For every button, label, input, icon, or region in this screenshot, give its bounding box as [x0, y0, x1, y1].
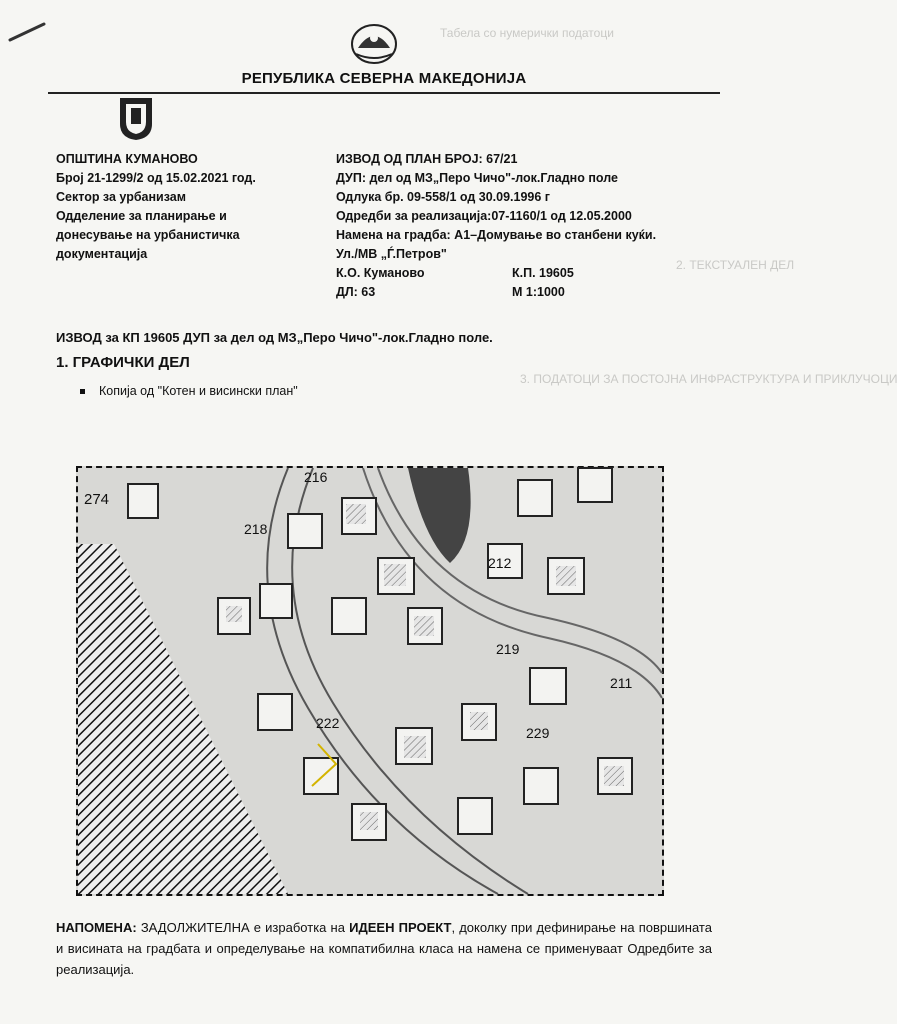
note-text-2: , доколку при дефинирање на површината и висината на градбата и определување на компатибилна класа на намена се применуваат Одредбите за реализација. — [56, 920, 712, 977]
issuer-block — [56, 150, 326, 264]
country-title: РЕПУБЛИКА СЕВЕРНА МАКЕДОНИЈА — [241, 70, 527, 87]
decision-line: Одлука бр. 09-558/1 од 30.09.1996 г — [336, 190, 550, 204]
cadastral-plan-map — [76, 466, 664, 896]
bleed-through-text-1: Табела со нумерички податоци — [440, 26, 614, 40]
ko-kp-line — [336, 264, 716, 283]
department-line-3: документација — [56, 247, 148, 261]
map-label-222: 222 — [316, 715, 340, 731]
department-line-1: Одделение за планирање и — [56, 209, 227, 223]
street-line: Ул./МВ „Ѓ.Петров" — [336, 247, 447, 261]
dl-scale-line — [336, 283, 716, 302]
state-emblem-icon — [348, 18, 400, 66]
plan-map-drawing — [78, 468, 662, 894]
map-label-212: 212 — [488, 555, 512, 571]
map-label-229: 229 — [526, 725, 550, 741]
sector-name: Сектор за урбанизам — [56, 190, 186, 204]
kp-value: К.П. 19605 — [512, 266, 574, 280]
document-number: Број 21-1299/2 од 15.02.2021 год. — [56, 171, 256, 185]
note-mandatory: ЗАДОЛЖИТЕЛНА — [140, 920, 250, 935]
municipality-crest-icon — [118, 96, 154, 142]
note-label: НАПОМЕНА: — [56, 920, 137, 935]
provisions-line: Одредби за реализација:07-1160/1 од 12.05.2000 — [336, 209, 632, 223]
map-label-211: 211 — [610, 675, 633, 691]
plan-details-block — [336, 150, 716, 302]
purpose-line: Намена на градба: А1–Домување во станбени куќи. — [336, 228, 657, 242]
note-paragraph — [56, 917, 712, 980]
bleed-through-text-3: 3. ПОДАТОЦИ ЗА ПОСТОЈНА ИНФРАСТРУКТУРА И ПРИКЛУЧОЦИ — [520, 372, 897, 386]
scale-value: М 1:1000 — [512, 285, 565, 299]
dl-value: ДЛ: 63 — [336, 285, 376, 299]
map-label-219: 219 — [496, 641, 520, 657]
section-title: 1. ГРАФИЧКИ ДЕЛ — [56, 354, 190, 371]
header-divider — [48, 92, 720, 94]
extract-title: ИЗВОД ОД ПЛАН БРОЈ: 67/21 — [336, 152, 518, 166]
dup-line: ДУП: дел од МЗ„Перо Чичо"-лок.Гладно поле — [336, 171, 618, 185]
bullet-icon — [80, 389, 85, 394]
map-label-274: 274 — [84, 491, 110, 508]
municipality-name: ОПШТИНА КУМАНОВО — [56, 152, 198, 166]
extract-line: ИЗВОД за КП 19605 ДУП за дел од МЗ„Перо Чичо"-лок.Гладно поле. — [56, 330, 493, 345]
department-line-2: донесување на урбанистичка — [56, 228, 240, 242]
note-text-1: е изработка на — [253, 920, 345, 935]
map-label-216: 216 — [304, 469, 328, 485]
bullet-item — [80, 384, 298, 398]
ko-value: К.О. Куманово — [336, 266, 425, 280]
bullet-text: Копија од "Котен и висински план" — [99, 384, 298, 398]
bleed-through-text-4: 2. ТЕКСТУАЛЕН ДЕЛ — [676, 258, 795, 272]
pen-mark — [8, 20, 48, 44]
note-project: ИДЕЕН ПРОЕКТ — [349, 920, 452, 935]
map-label-218: 218 — [244, 521, 268, 537]
